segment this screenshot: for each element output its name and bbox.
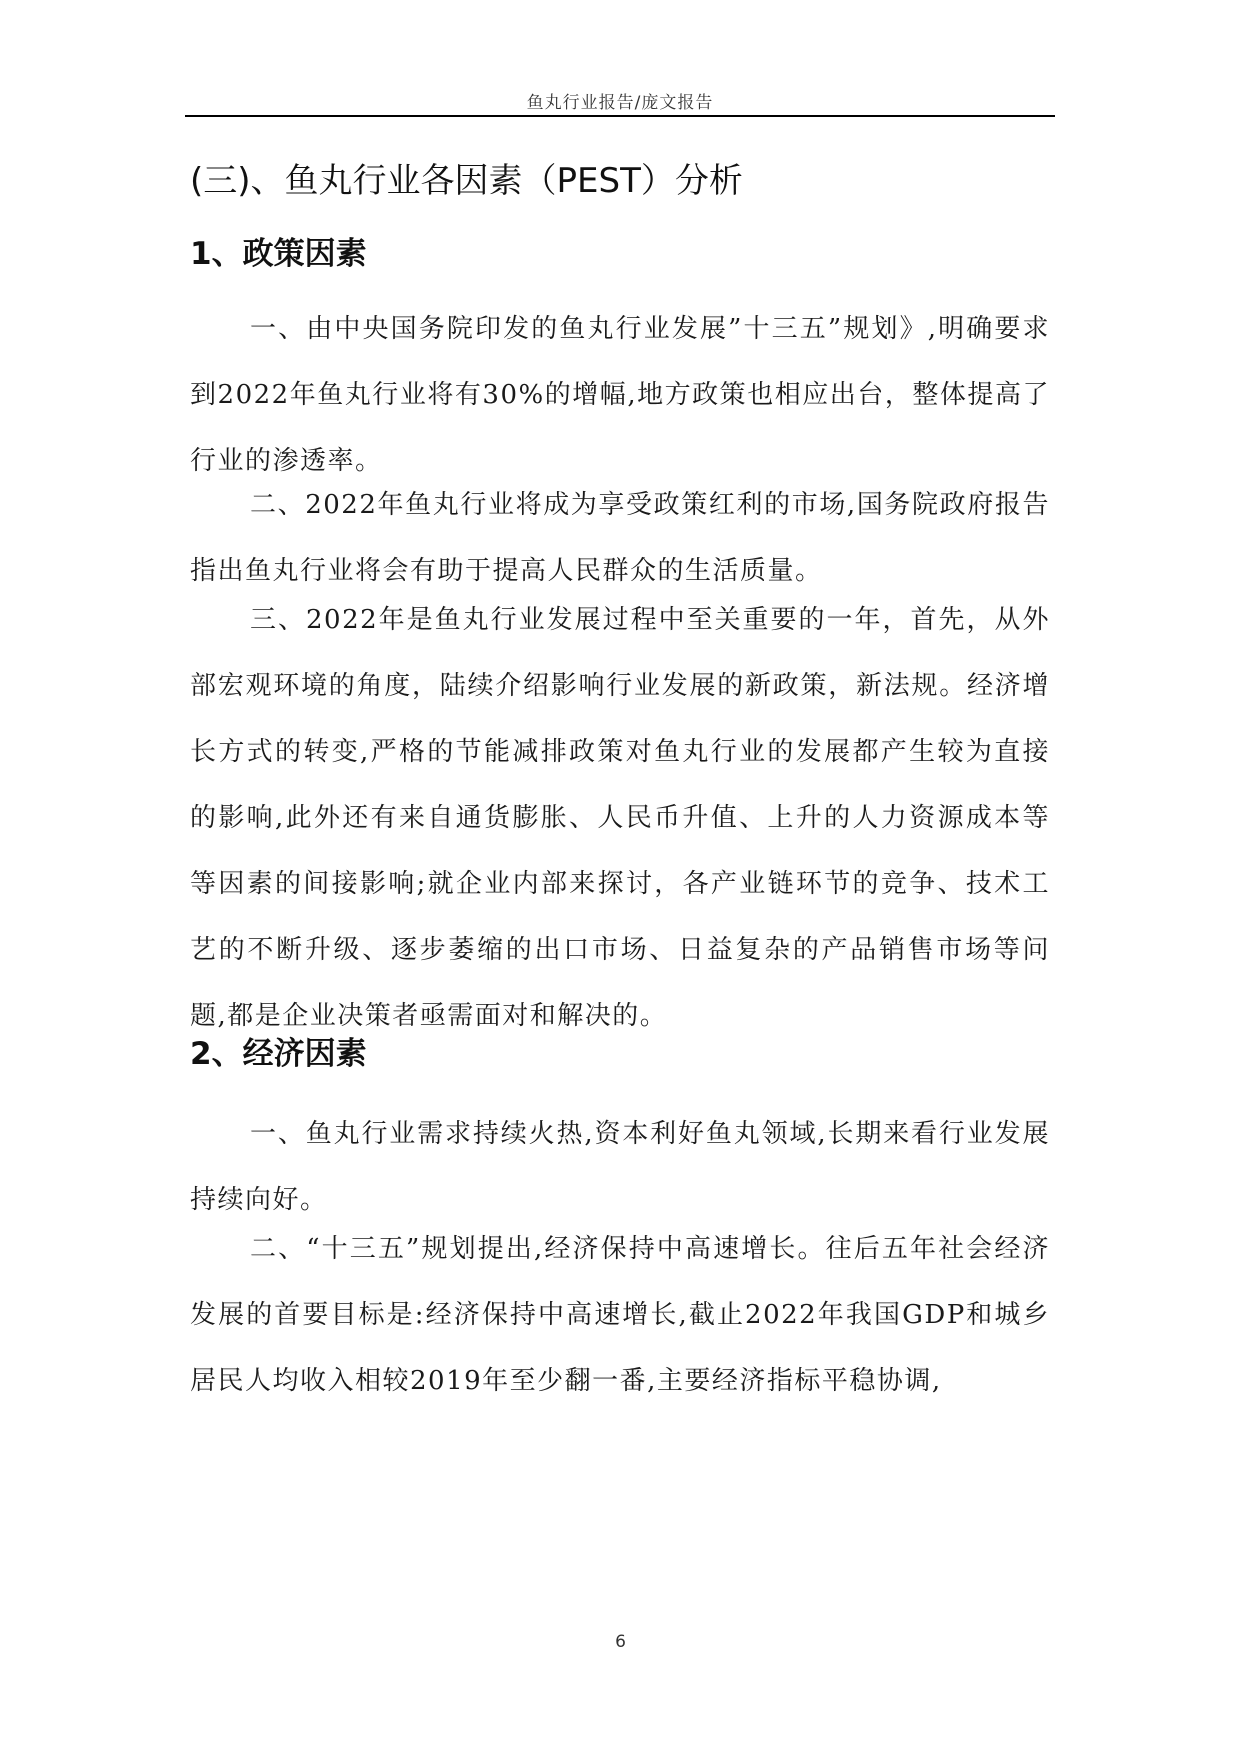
policy-heading: 1、政策因素 bbox=[190, 236, 367, 272]
economy-heading: 2、经济因素 bbox=[190, 1036, 367, 1072]
policy-paragraph-3: 三、2022年是鱼丸行业发展过程中至关重要的一年，首先，从外部宏观环境的角度，陆续介绍影响行业发展的新政策，新法规。经济增长方式的转变,严格的节能减排政策对鱼丸行业的发展都产生较为直接的影响,此外还有来自通货膨胀、人民币升值、上升的人力资源成本等等因素的间接影响;就企业内部来探讨，各产业链环节的竞争、技术工艺的不断升级、逐步萎缩的出口市场、日益复杂的产品销售市场等问题,都是企业决策者亟需面对和解决的。 bbox=[190, 605, 1050, 1031]
economy-paragraph-2: 二、“十三五”规划提出,经济保持中高速增长。往后五年社会经济发展的首要目标是:经济保持中高速增长,截止2022年我国GDP和城乡居民人均收入相较2019年至少翻一番,主要经济指标平稳协调, bbox=[190, 1234, 1050, 1396]
section-title: (三)、鱼丸行业各因素（PEST）分析 bbox=[190, 161, 743, 201]
header-title: 鱼丸行业报告/庞文报告 bbox=[526, 93, 714, 113]
economy-paragraph-1: 一、鱼丸行业需求持续火热,资本利好鱼丸领域,长期来看行业发展持续向好。 bbox=[190, 1119, 1050, 1215]
page-number: 6 bbox=[615, 1632, 626, 1652]
policy-paragraph-1: 一、由中央国务院印发的鱼丸行业发展”十三五”规划》,明确要求到2022年鱼丸行业将有30%的增幅,地方政策也相应出台，整体提高了行业的渗透率。 bbox=[190, 314, 1050, 476]
header-divider bbox=[185, 115, 1055, 117]
policy-paragraph-2: 二、2022年鱼丸行业将成为享受政策红利的市场,国务院政府报告指出鱼丸行业将会有助于提高人民群众的生活质量。 bbox=[190, 490, 1050, 586]
